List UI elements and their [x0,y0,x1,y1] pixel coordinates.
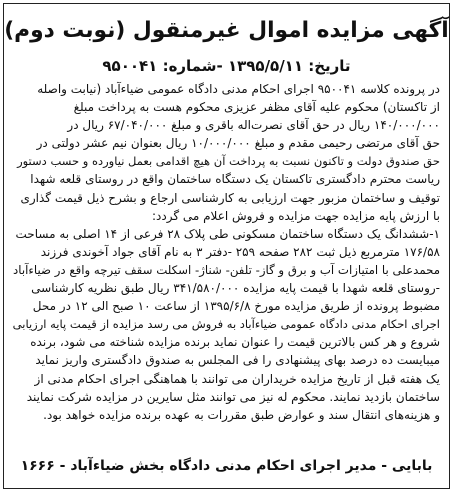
body-line: و هزینه‌های انتقال سند و عوارض طبق مقررات به عهده برنده مزایده خواهد بود. [43,407,440,422]
notice-body [13,80,440,424]
body-line: حق صندوق دولت و تاکنون نسبت به پرداخت آن هیچ اقدامی بعمل نیاورده و حسب دستور [17,154,440,169]
body-line: ۱۷۶/۵۸ مترمربع ذیل ثبت ۲۸۲ صفحه ۲۵۹ -دفتر ۳ به نام آقای جواد آخوندی فرزند [40,244,440,259]
body-line: ریاست محترم دادگستری تاکستان یک دستگاه ساختمان واقع در روستای قلعه شهدا [30,172,440,187]
notice-date-number: تاریخ: ۱۳۹۵/۵/۱۱ -شماره: ۹۵۰۰۴۱ [102,57,351,75]
body-line: در پرونده کلاسه ۹۵۰۰۴۱ اجرای احکام مدنی دادگاه عمومی ضیاءآباد (نیابت واصله [37,82,440,96]
body-line: ۱۴۰/۰۰۰/۰۰۰ ریال در حق آقای نصرت‌اله باقری و مبلغ ۶۷/۰۴۰/۰۰۰ ریال در [67,118,440,133]
notice-title: آگهی مزایده اموال غیرمنقول (نوبت دوم) [4,18,449,43]
body-line: مضبوط پرونده از طریق مزایده مورخ ۱۳۹۵/۶/۸ از ساعت ۱۰ صبح الی ۱۲ در محل [32,299,440,314]
notice-frame [3,3,450,489]
body-line: با ارزش پایه مزایده جهت مزایده و فروش اعلام می گردد: [151,208,440,223]
body-line: یک هفته قبل از تاریخ مزایده خریداران می توانند با هماهنگی اجرای احکام مدنی از [34,371,440,386]
body-line: ۱-ششدانگ یک دستگاه ساختمان مسکونی طی پلاک ۲۸ فرعی از ۱۴ اصلی به مساحت [15,226,440,241]
notice-signature: بابایی - مدیر اجرای احکام مدنی دادگاه بخش ضیاءآباد - ۱۶۶۶ [20,458,433,474]
body-line: توقیف و ساختمان مزبور جهت ارزیابی به کارشناسی ارجاع و بشرح ذیل قیمت گذاری [20,190,440,205]
body-line: شروع و هر کس بالاترین قیمت را عنوان نماید برنده مزایده شناخته می شود، برنده [30,335,440,350]
body-line: حق آقای مرتضی رحیمی مقدم و مبلغ ۱۰/۰۰۰/۰۰۰ ریال بعنوان نیم عشر دولتی در [36,136,440,151]
body-line: از تاکستان) محکوم علیه آقای مظفر عزیزی محکوم هست به پرداخت مبلغ [73,100,440,115]
body-line: میبایست ده درصد بهای پیشنهادی را فی المجلس به صندوق دادگستری واریز نماید [35,353,440,368]
body-line: ساختمان بازدید نمایند. محکوم له نیز می توانند مثل سایرین در مزایده شرکت نمایند [26,389,440,404]
body-line: اجرای احکام مدنی دادگاه عمومی ضیاءآباد به فروش می رسد مزایده از قیمت پایه ارزیابی [13,317,440,332]
body-line: -روستای قلعه شهدا با قیمت پایه مزایده ۳۴۱/۵۸۰/۰۰۰ ریال طبق نظریه کارشناسی [31,281,440,296]
body-line: محمدعلی با امتیازات آب و برق و گاز- تلفن- شناژ- اسکلت سقف تیرچه واقع در ضیاءآباد [13,262,440,277]
